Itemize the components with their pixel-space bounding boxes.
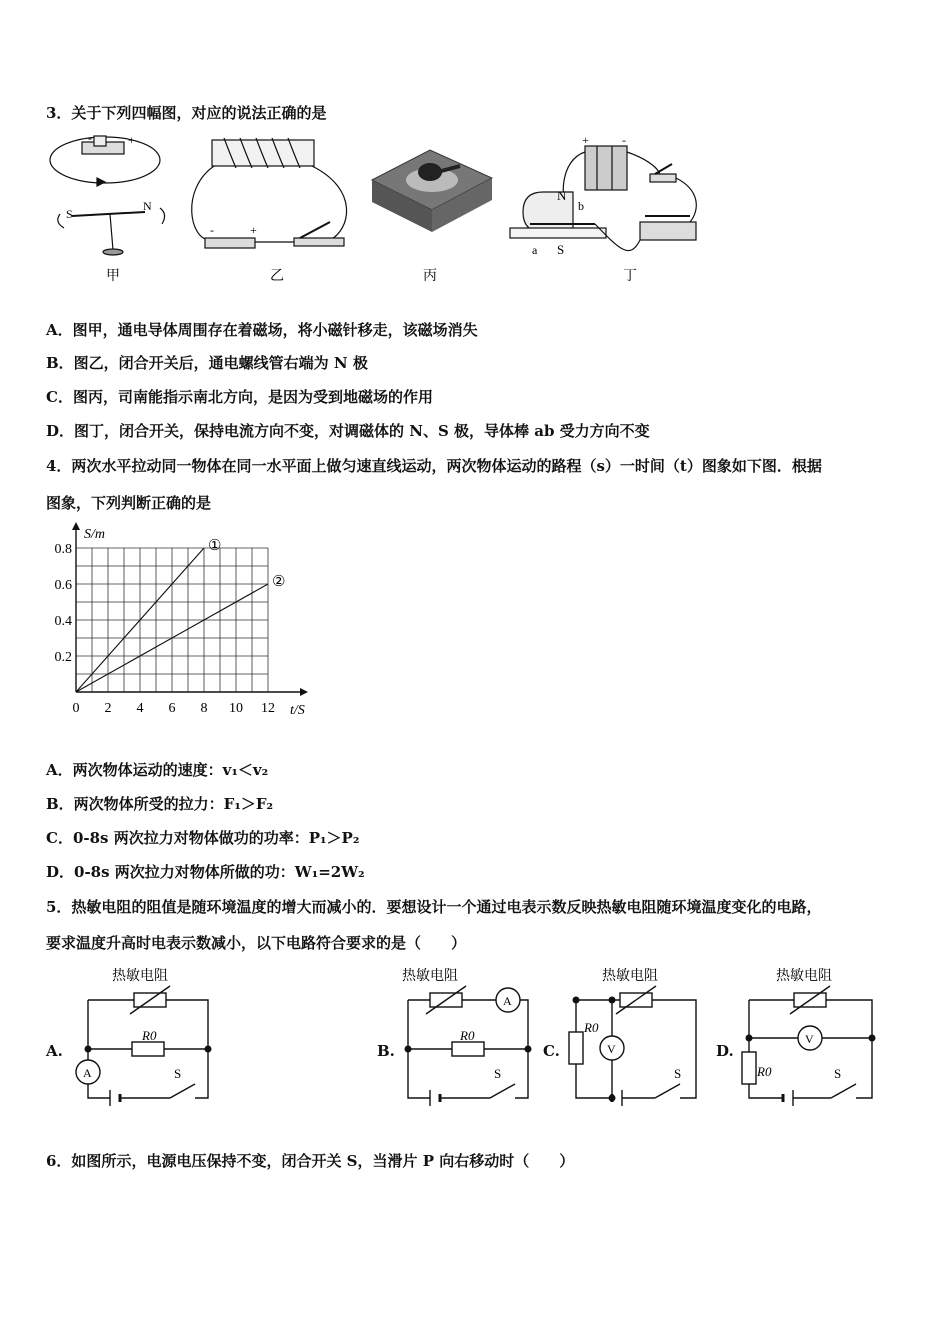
- q3-option-a: A．图甲，通电导体周围存在着磁场，将小磁针移走，该磁场消失: [46, 321, 478, 339]
- y-tick-label: 0.2: [54, 650, 72, 665]
- b-r0-label: R0: [460, 1028, 475, 1043]
- a-thermistor-label: 热敏电阻: [112, 969, 168, 984]
- label-yi: 乙: [270, 269, 284, 284]
- d-voltmeter-label: V: [805, 1032, 814, 1046]
- label-ding: 丁: [623, 269, 637, 284]
- figure-bing: [372, 150, 492, 232]
- y-axis-label: S/m: [84, 527, 105, 542]
- c-voltmeter-label: V: [607, 1042, 616, 1056]
- ding-n-label: N: [557, 188, 567, 203]
- ding-s-label: S: [557, 242, 565, 257]
- ding-plus: +: [582, 133, 589, 147]
- q4-stem-line2: 图象，下列判断正确的是: [46, 494, 212, 512]
- q4-stem-line1: 4．两次水平拉动同一物体在同一水平面上做匀速直线运动，两次物体运动的路程（s）一时间（t）图象如下图．根据: [46, 457, 822, 475]
- y-axis-arrow: [72, 522, 80, 530]
- q3-figures: [0, 130, 950, 330]
- q5-option-a-letter: A.: [46, 1042, 63, 1060]
- c-switch-label: S: [674, 1066, 682, 1081]
- x-tick-label: 4: [136, 701, 144, 716]
- q5-option-c-letter: C.: [543, 1042, 560, 1060]
- q5-circuits: [0, 960, 950, 1110]
- d-thermistor-label: 热敏电阻: [776, 969, 832, 984]
- y-tick-label: 0.4: [54, 614, 72, 629]
- x-tick-label: 8: [200, 701, 208, 716]
- x-axis-label: t/S: [290, 703, 305, 718]
- d-switch-label: S: [834, 1066, 842, 1081]
- x-axis-arrow: [300, 688, 308, 696]
- yi-minus: -: [210, 223, 214, 237]
- ding-a-label: a: [532, 243, 538, 257]
- b-thermistor-label: 热敏电阻: [402, 969, 458, 984]
- q4-option-c: C．0-8s 两次拉力对物体做功的功率：P₁＞P₂: [46, 829, 360, 847]
- ding-minus: -: [622, 133, 626, 147]
- q3-option-c: C．图丙，司南能指示南北方向，是因为受到地磁场的作用: [46, 388, 433, 406]
- q4-option-d: D．0-8s 两次拉力对物体所做的功：W₁=2W₂: [46, 863, 365, 881]
- figure-yi: [192, 138, 347, 248]
- a-ammeter-label: A: [83, 1066, 92, 1080]
- q5-option-b-letter: B.: [377, 1042, 395, 1060]
- q5-option-d-letter: D.: [716, 1042, 734, 1060]
- b-ammeter-label: A: [503, 994, 512, 1008]
- b-switch-label: S: [494, 1066, 502, 1081]
- st-graph: [40, 522, 340, 732]
- x-tick-label: 6: [168, 701, 176, 716]
- c-r0-label: R0: [584, 1020, 599, 1035]
- jia-plus: +: [128, 133, 135, 147]
- q3-option-d: D．图丁，闭合开关，保持电流方向不变，对调磁体的 N、S 极，导体棒 ab 受力方向不变: [46, 422, 650, 440]
- q4-option-a: A．两次物体运动的速度：v₁＜v₂: [46, 761, 269, 779]
- c-thermistor-label: 热敏电阻: [602, 969, 658, 984]
- x-tick-label: 2: [104, 701, 112, 716]
- a-switch-label: S: [174, 1066, 182, 1081]
- label-jia: 甲: [106, 269, 120, 284]
- yi-plus: +: [250, 223, 257, 237]
- y-tick-label: 0.6: [54, 578, 72, 593]
- ding-b-label: b: [578, 199, 584, 213]
- figure-jia: [50, 136, 165, 255]
- figure-ding: [510, 146, 696, 251]
- x-tick-label: 12: [261, 701, 275, 716]
- jia-s-label: S: [66, 207, 73, 221]
- q3-stem: 3．关于下列四幅图，对应的说法正确的是: [46, 104, 327, 122]
- y-tick-label: 0.8: [54, 542, 72, 557]
- q6-stem: 6．如图所示，电源电压保持不变，闭合开关 S，当滑片 P 向右移动时（ ）: [46, 1152, 575, 1170]
- q5-stem-line1: 5．热敏电阻的阻值是随环境温度的增大而减小的．要想设计一个通过电表示数反映热敏电阻随环境温度变化的电路，: [46, 898, 822, 916]
- d-r0-label: R0: [757, 1064, 772, 1079]
- q5-stem-line2: 要求温度升高时电表示数减小，以下电路符合要求的是（ ）: [46, 934, 467, 952]
- jia-n-label: N: [143, 199, 152, 213]
- series-label-2: ②: [272, 574, 286, 590]
- jia-minus: -: [88, 131, 92, 145]
- a-r0-label: R0: [142, 1028, 157, 1043]
- x-tick-label: 10: [229, 701, 243, 716]
- series-label-1: ①: [208, 538, 222, 554]
- x-tick-label: 0: [72, 701, 80, 716]
- label-bing: 丙: [423, 269, 437, 284]
- q4-option-b: B．两次物体所受的拉力：F₁＞F₂: [46, 795, 274, 813]
- q3-option-b: B．图乙，闭合开关后，通电螺线管右端为 N 极: [46, 354, 368, 372]
